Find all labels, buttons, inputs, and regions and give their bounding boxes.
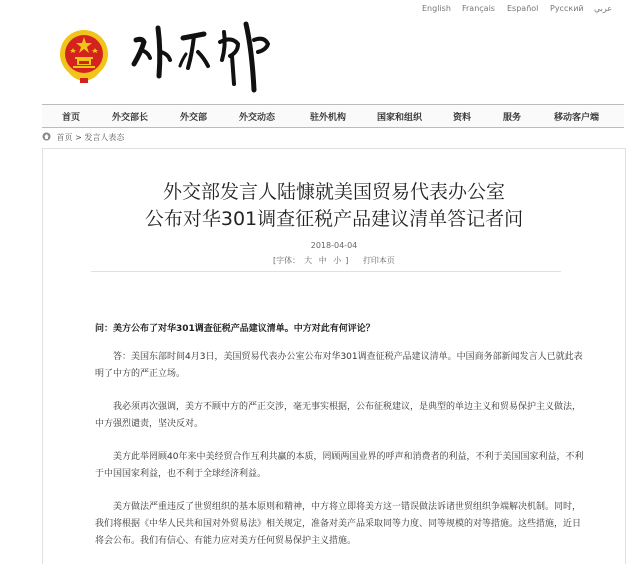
nav-countries-orgs[interactable]: 国家和组织 (377, 113, 423, 123)
article-title (43, 179, 625, 233)
home-icon (42, 132, 51, 141)
site-header (0, 18, 640, 102)
lang-french[interactable]: Français (462, 4, 495, 13)
article-title-line1: 外交部发言人陆慷就美国贸易代表办公室 (162, 181, 505, 203)
nav-home[interactable]: 首页 (62, 113, 81, 123)
divider (91, 271, 561, 272)
nav-ministry[interactable]: 外交部 (180, 113, 208, 123)
main-nav (42, 104, 624, 128)
font-size-label: [字体： (273, 256, 301, 265)
breadcrumb-home[interactable]: 首页 (56, 133, 73, 142)
answer-paragraph-2: 我必须再次强调，美方不顾中方的严正交涉，毫无事实根据，公布征税建议，是典型的单边主义和贸易保护主义做法，中方强烈谴责，坚决反对。 (95, 402, 582, 429)
answer-paragraph-3: 美方此举罔顾40年来中美经贸合作互利共赢的本质，罔顾两国业界的呼声和消费者的利益，不利于美国国家利益，不利于中国国家利益，也不利于全球经济利益。 (95, 452, 584, 479)
nav-mobile-client[interactable]: 移动客户端 (554, 113, 600, 123)
font-size-close: ] (345, 256, 349, 265)
article-container (42, 148, 626, 564)
national-emblem-icon[interactable] (58, 28, 110, 84)
font-small-button[interactable]: 小 (333, 256, 342, 265)
ministry-calligraphy-logo-icon[interactable] (128, 20, 278, 96)
article-title-line2: 公布对华301调查征税产品建议清单答记者问 (144, 208, 524, 230)
breadcrumb (42, 132, 124, 144)
breadcrumb-separator: > (75, 133, 82, 142)
lang-spanish[interactable]: Español (507, 4, 539, 13)
answer-paragraph-1: 答：美国东部时间4月3日，美国贸易代表办公室公布对华301调查征税产品建议清单。中国商务部新闻发言人已就此表明了中方的严正立场。 (95, 352, 583, 379)
nav-foreign-minister[interactable]: 外交部长 (112, 113, 149, 123)
article-tools (43, 255, 625, 266)
nav-diplomatic-news[interactable]: 外交动态 (239, 113, 276, 123)
nav-missions-overseas[interactable]: 驻外机构 (310, 113, 347, 123)
lang-russian[interactable]: Русский (550, 4, 584, 13)
lang-english[interactable]: English (422, 4, 451, 13)
language-bar (0, 4, 640, 18)
article-date: 2018-04-04 (310, 241, 358, 250)
answer-paragraph-4: 美方做法严重违反了世贸组织的基本原则和精神，中方将立即将美方这一错误做法诉诸世贸组织争端解决机制。同时，我们将根据《中华人民共和国对外贸易法》相关规定，准备对美产品采取同等力度、同等规模的对等措施。这些措施，近日将会公布。我们有信心、有能力应对美方任何贸易保护主义措施。 (95, 502, 582, 546)
question-paragraph: 问：美方公布了对华301调查征税产品建议清单。中方对此有何评论？ (95, 324, 375, 334)
nav-services[interactable]: 服务 (503, 113, 522, 123)
breadcrumb-current[interactable]: 发言人表态 (84, 133, 125, 142)
font-medium-button[interactable]: 中 (318, 256, 327, 265)
lang-arabic[interactable]: عربي (594, 4, 613, 13)
font-large-button[interactable]: 大 (304, 256, 313, 265)
print-button[interactable]: 打印本页 (362, 256, 395, 265)
nav-resources[interactable]: 资料 (453, 113, 472, 123)
